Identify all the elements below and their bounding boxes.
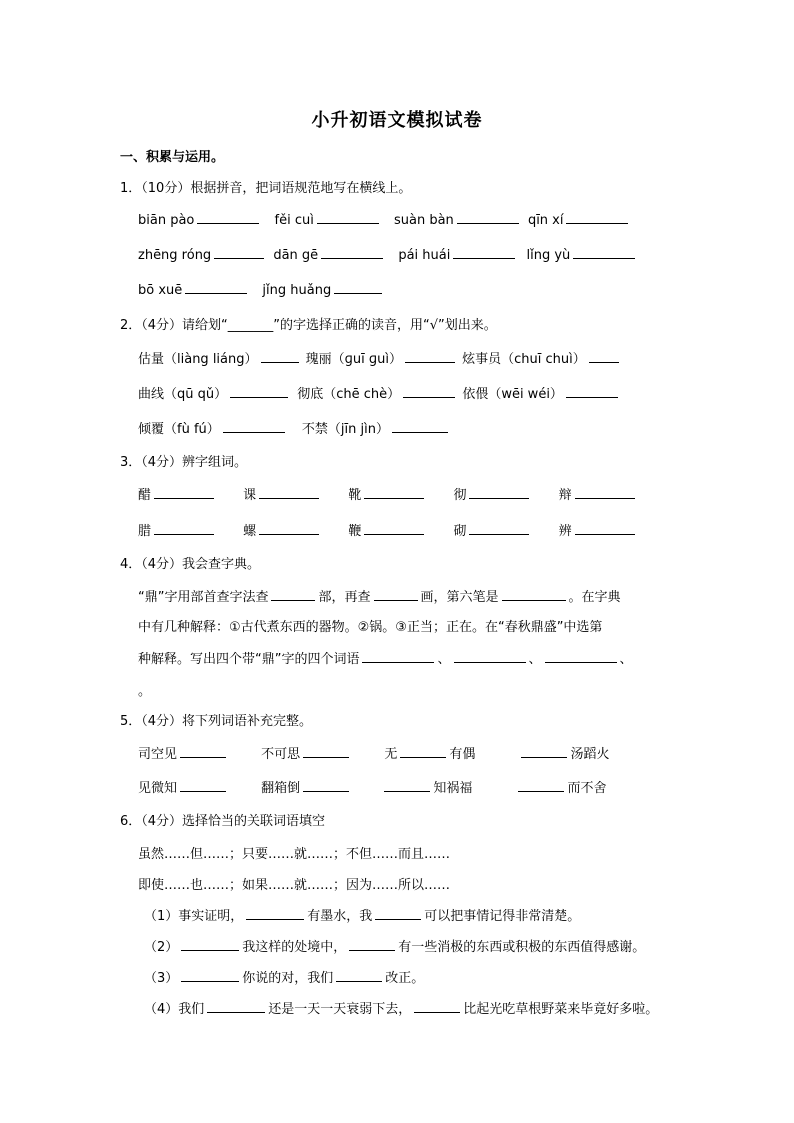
q1-row-2 xyxy=(138,246,638,263)
answer-line[interactable] xyxy=(185,281,247,294)
answer-line[interactable] xyxy=(317,211,379,224)
answer-line[interactable] xyxy=(303,779,349,792)
pinyin: suàn bàn xyxy=(393,213,454,228)
idiom-part: 有偶 xyxy=(449,747,476,762)
answer-line[interactable] xyxy=(321,246,383,259)
q6-options-2: 即使……也……；如果……就……；因为……所以…… xyxy=(138,878,451,893)
answer-line[interactable] xyxy=(403,385,455,398)
idiom-part: 知祸福 xyxy=(433,781,473,796)
answer-line[interactable] xyxy=(303,745,349,758)
answer-line[interactable] xyxy=(261,350,299,363)
question-5-stem: 5．（4分）将下列词语补充完整。 xyxy=(120,714,313,729)
word-choice: 曲线（qū qǔ） xyxy=(138,387,228,402)
idiom-part: 见微知 xyxy=(138,781,178,796)
q6-text: 我这样的处境中， xyxy=(242,940,347,955)
answer-line[interactable] xyxy=(457,211,519,224)
answer-line[interactable] xyxy=(469,486,529,499)
char: 课 xyxy=(243,488,257,503)
char: 辨 xyxy=(558,524,572,539)
answer-line[interactable] xyxy=(180,745,226,758)
q4-line-2: 中有几种解释：①古代煮东西的器物。②锅。③正当；正在。在“春秋鼎盛”中选第 xyxy=(138,620,603,635)
q2-row-1 xyxy=(138,348,622,367)
idiom-part: 无 xyxy=(384,747,398,762)
q1-row-1 xyxy=(138,211,631,228)
word-choice: 不禁（jīn jìn） xyxy=(301,422,389,437)
q6-options-1: 虽然……但……；只要……就……；不但……而且…… xyxy=(138,847,451,862)
answer-line[interactable] xyxy=(566,385,618,398)
question-3-stem: 3．（4分）辨字组词。 xyxy=(120,455,248,470)
pinyin: pái huái xyxy=(398,248,451,263)
word-choice: 瑰丽（ɡuī ɡuì） xyxy=(305,352,402,367)
page-title: 小升初语文模拟试卷 xyxy=(311,110,483,131)
pinyin: jǐng huǎng xyxy=(262,283,332,298)
answer-line[interactable] xyxy=(375,907,421,920)
answer-line[interactable] xyxy=(180,779,226,792)
pinyin: fěi cuì xyxy=(274,213,314,228)
idiom-part: 汤蹈火 xyxy=(570,747,610,762)
q6-sentence-1 xyxy=(144,905,580,924)
idiom-part: 不可思 xyxy=(261,747,301,762)
answer-line[interactable] xyxy=(259,486,319,499)
answer-line[interactable] xyxy=(414,1000,460,1013)
char: 靴 xyxy=(348,488,362,503)
question-6-stem: 6．（4分）选择恰当的关联词语填空 xyxy=(120,814,326,829)
idiom-part: 司空见 xyxy=(138,747,178,762)
idiom-part: 翻箱倒 xyxy=(261,781,301,796)
char: 砌 xyxy=(453,524,467,539)
char: 辩 xyxy=(558,488,572,503)
separator: 、 xyxy=(619,652,633,667)
answer-line[interactable] xyxy=(349,938,395,951)
answer-line[interactable] xyxy=(364,522,424,535)
question-4-stem: 4．（4分）我会查字典。 xyxy=(120,557,261,572)
q6-text: 比起光吃草根野菜来毕竟好多啦。 xyxy=(463,1002,659,1017)
answer-line[interactable] xyxy=(336,969,382,982)
q6-sentence-4 xyxy=(144,998,658,1017)
answer-line[interactable] xyxy=(575,522,635,535)
answer-line[interactable] xyxy=(575,486,635,499)
answer-line[interactable] xyxy=(223,420,285,433)
answer-line[interactable] xyxy=(271,588,315,601)
word-choice: 估量（liàng liáng） xyxy=(138,352,258,367)
answer-line[interactable] xyxy=(154,486,214,499)
q4-text: “鼎”字用部首查字法查 xyxy=(138,590,269,605)
char: 螺 xyxy=(243,524,257,539)
answer-line[interactable] xyxy=(518,779,564,792)
answer-line[interactable] xyxy=(392,420,448,433)
section-heading: 一、积累与运用。 xyxy=(120,150,225,165)
answer-line[interactable] xyxy=(259,522,319,535)
pinyin: lǐng yù xyxy=(526,248,571,263)
answer-line[interactable] xyxy=(154,522,214,535)
answer-line[interactable] xyxy=(573,246,635,259)
q6-text: 你说的对，我们 xyxy=(242,971,334,986)
answer-line[interactable] xyxy=(589,350,619,363)
answer-line[interactable] xyxy=(207,1000,265,1013)
q6-text: （3） xyxy=(144,971,179,986)
q4-line-4: 。 xyxy=(138,684,152,699)
answer-line[interactable] xyxy=(384,779,430,792)
answer-line[interactable] xyxy=(197,211,259,224)
answer-line[interactable] xyxy=(521,745,567,758)
separator: 、 xyxy=(528,652,542,667)
q6-sentence-2 xyxy=(144,936,645,955)
word-choice: 依偎（wēi wéi） xyxy=(462,387,563,402)
answer-line[interactable] xyxy=(405,350,455,363)
q5-row-2 xyxy=(138,777,606,796)
q4-text: 部，再查 xyxy=(318,590,371,605)
idiom-part: 而不舍 xyxy=(567,781,607,796)
answer-line[interactable] xyxy=(400,745,446,758)
answer-line[interactable] xyxy=(364,486,424,499)
q1-row-3 xyxy=(138,281,385,298)
q6-sentence-3 xyxy=(144,967,424,986)
pinyin: qīn xí xyxy=(527,213,564,228)
answer-line[interactable] xyxy=(230,385,288,398)
q4-line-1 xyxy=(138,586,621,605)
q6-text: 有墨水，我 xyxy=(307,909,373,924)
word-choice: 倾覆（fù fú） xyxy=(138,422,220,437)
char: 醋 xyxy=(138,488,152,503)
q2-row-2 xyxy=(138,383,621,402)
q6-text: 改正。 xyxy=(385,971,425,986)
answer-line[interactable] xyxy=(453,246,515,259)
q6-text: 还是一天一天衰弱下去， xyxy=(268,1002,412,1017)
char: 鞭 xyxy=(348,524,362,539)
q2-row-3 xyxy=(138,418,451,437)
pinyin: dān gē xyxy=(273,248,319,263)
answer-line[interactable] xyxy=(181,969,239,982)
q5-row-1 xyxy=(138,743,610,762)
answer-line[interactable] xyxy=(374,588,418,601)
char: 腊 xyxy=(138,524,152,539)
q4-text: 。在字典 xyxy=(568,590,621,605)
pinyin: bō xuē xyxy=(138,283,183,298)
answer-line[interactable] xyxy=(502,588,566,601)
word-choice: 彻底（chē chè） xyxy=(297,387,401,402)
q3-row-2 xyxy=(138,520,638,539)
answer-line[interactable] xyxy=(246,907,304,920)
q6-text: 有一些消极的东西或积极的东西值得感谢。 xyxy=(398,940,646,955)
q4-line-3 xyxy=(138,648,633,667)
answer-line[interactable] xyxy=(214,246,264,259)
answer-line[interactable] xyxy=(181,938,239,951)
question-1-stem: 1．（10分）根据拼音，把词语规范地写在横线上。 xyxy=(120,181,412,196)
pinyin: biān pào xyxy=(138,213,195,228)
char: 彻 xyxy=(453,488,467,503)
word-choice: 炫事员（chuī chuì） xyxy=(462,352,586,367)
answer-line[interactable] xyxy=(545,650,617,663)
q6-text: （2） xyxy=(144,940,179,955)
answer-line[interactable] xyxy=(334,281,382,294)
answer-line[interactable] xyxy=(454,650,526,663)
q4-text: 画，第六笔是 xyxy=(420,590,499,605)
answer-line[interactable] xyxy=(566,211,628,224)
q6-text: （4）我们 xyxy=(144,1002,205,1017)
q6-text: 可以把事情记得非常清楚。 xyxy=(424,909,581,924)
answer-line[interactable] xyxy=(362,650,434,663)
q6-text: （1）事实证明， xyxy=(144,909,244,924)
pinyin: zhēng róng xyxy=(138,248,212,263)
q4-text: 种解释。写出四个带“鼎”字的四个词语 xyxy=(138,652,360,667)
q3-row-1 xyxy=(138,484,638,503)
question-2-stem: 2．（4分）请给划“_______”的字选择正确的读音，用“√”划出来。 xyxy=(120,318,497,333)
answer-line[interactable] xyxy=(469,522,529,535)
separator: 、 xyxy=(437,652,451,667)
